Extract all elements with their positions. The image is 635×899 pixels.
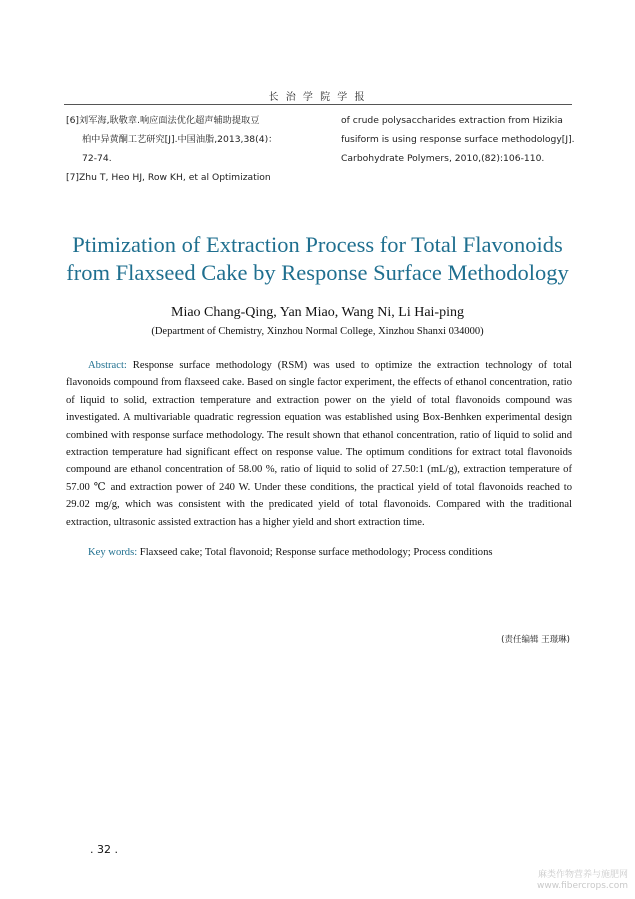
abstract-label: Abstract: xyxy=(88,360,127,371)
editor-note: (责任编辑 王璟琳) xyxy=(501,635,570,645)
reference-line: Carbohydrate Polymers, 2010,(82):106-110. xyxy=(341,153,545,164)
title-line-1: Ptimization of Extraction Process for Total Flavonoids xyxy=(72,232,563,257)
watermark-line-2: www.fibercrops.com xyxy=(537,881,628,891)
page-number: . 32 . xyxy=(90,843,118,856)
keywords xyxy=(88,547,572,558)
reference-line: [6]刘军海,耿敬章.响应面法优化超声辅助提取豆 xyxy=(66,115,260,126)
reference-line: 72-74. xyxy=(82,153,112,164)
abstract xyxy=(66,357,572,531)
references-left-column xyxy=(66,111,316,187)
author-list: Miao Chang-Qing, Yan Miao, Wang Ni, Li Hai-ping xyxy=(171,305,464,320)
affiliation: (Department of Chemistry, Xinzhou Normal College, Xinzhou Shanxi 034000) xyxy=(151,326,484,337)
watermark xyxy=(492,870,628,892)
reference-line: 柏中异黄酮工艺研究[J].中国油脂,2013,38(4)： xyxy=(82,134,278,145)
journal-header: 长 治 学 院 学 报 xyxy=(268,92,367,103)
title-line-2: from Flaxseed Cake by Response Surface Methodology xyxy=(66,260,569,285)
watermark-line-1: 麻类作物营养与施肥网 xyxy=(537,870,628,880)
reference-line: of crude polysaccharides extraction from Hizikia xyxy=(341,115,563,126)
reference-line: [7]Zhu T, Heo HJ, Row KH, et al Optimization xyxy=(66,172,271,183)
keywords-label: Key words: xyxy=(88,547,138,558)
references-right-column xyxy=(341,111,573,168)
keywords-text: Flaxseed cake; Total flavonoid; Response surface methodology; Process conditions xyxy=(139,547,493,558)
header-rule xyxy=(64,104,572,105)
reference-line: fusiform is using response surface methodology[J]. xyxy=(341,134,575,145)
article-title xyxy=(0,231,635,287)
abstract-text: Response surface methodology (RSM) was used to optimize the extraction technology of total flavonoids compound from flaxseed cake. Based on single factor experiment, the effects of ethanol concentration, ratio of liquid to solid, extraction temperature and extraction power on the yield of total flavonoids compound was investigated. A multivariable quadratic regression equation was established using Box-Benhken experimental design combined with response surface methodology. The result shown that ethanol concentration, ratio of liquid to solid and extraction temperature had significant effect on response value. The optimum conditions for extract total flavonoids compound are ethanol concentration of 58.00 %, ratio of liquid to solid of 27.50:1 (mL/g), extraction temperature of 57.00 ℃ and extraction power of 240 W. Under these conditions, the practical yield of total flavonoids reached to 29.02 mg/g, which was consistent with the predicated yield of total flavonoids. Compared with the traditional extraction, ultrasonic assisted extraction has a higher yield and short extraction time. xyxy=(66,360,572,528)
